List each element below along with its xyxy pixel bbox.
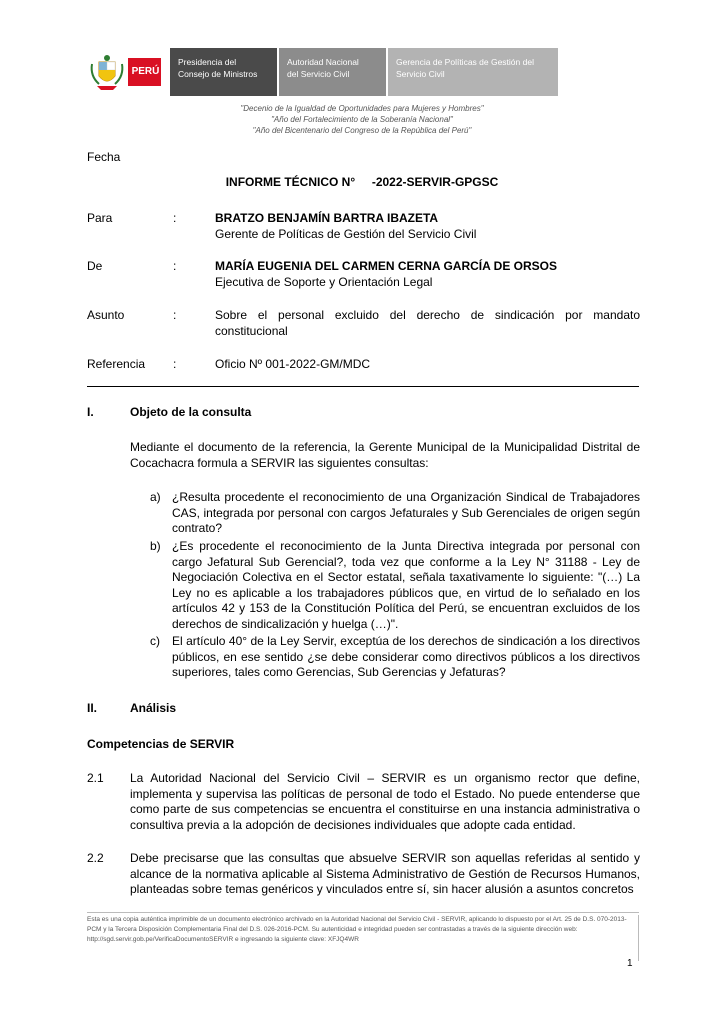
para-2-2-text: Debe precisarse que las consultas que absuelve SERVIR son aquellas referidas al sentido y alcance de la normativa aplicable al Sistema Administrativo de Gestión de Recursos Humanos, planteadas sobre temas genéricos y vinculados entre sí, sin hacer alusión a asuntos concretos [130,851,640,896]
header-gerencia-line1: Gerencia de Políticas de Gestión del [396,57,534,67]
asunto-text: Sobre el personal excluido del derecho de sindicación por mandato constitucional [215,308,640,338]
consulta-b-marker: b) [150,539,161,553]
document-title: INFORME TÉCNICO N° -2022-SERVIR-GPGSC [225,175,499,189]
para-2-2-number: 2.2 [87,851,104,865]
referencia-label: Referencia [87,357,146,371]
consulta-b-text: ¿Es procedente el reconocimiento de la Junta Directiva integrada por personal con cargo Jefatural Sub Gerencial?, toda vez que conforme a la Ley N° 31188 - Ley de Negociación Colectiva en el Sector estatal, señala taxativamente lo siguiente: "(…) La Ley no es aplicable a los trabajadores públicos que, en virtud de lo señalado en los artículos 42 y 153 de la Constitución Política del Perú, se encuentran excluidos de los derechos de sindicalización y huelga (…)". [172,539,640,631]
header-gerencia [388,48,558,96]
header-pcm-line2: Consejo de Ministros [178,69,258,79]
de-name: MARÍA EUGENIA DEL CARMEN CERNA GARCÍA DE ORSOS [215,259,558,273]
consulta-a-marker: a) [150,490,161,504]
section2-number: II. [87,701,98,715]
referencia-colon: : [173,357,177,371]
para-role: Gerente de Políticas de Gestión del Servicio Civil [215,227,477,241]
page-number: 1 [627,958,633,969]
section1-number: I. [87,405,94,419]
consulta-c-text: El artículo 40° de la Ley Servir, exceptúa de los derechos de sindicación a los directivos públicos, en ese sentido ¿se debe considerar como directivos públicos a los directivos superiores, tales como Gerencias, Sub Gerencias y Jefaturas? [172,634,640,679]
header-divider [87,386,639,387]
year-fortalecimiento: "Año del Fortalecimiento de la Soberanía Nacional" [271,115,453,124]
asunto-label: Asunto [87,308,125,322]
asunto-colon: : [173,308,177,322]
section2-title: Análisis [130,701,177,715]
header-servir-line1: Autoridad Nacional [287,57,359,67]
para-2-1-text: La Autoridad Nacional del Servicio Civil – SERVIR es un organismo rector que define, implementa y supervisa las políticas de personal de todo el Estado. No puede entenderse que como parte de sus competencias se encuentra el constituirse en una instancia administrativa o consultiva previa a la adopción de decisiones individuales que adopte cada entidad. [130,771,640,832]
authenticity-footer [87,912,639,962]
header-pcm [170,48,277,96]
de-role: Ejecutiva de Soporte y Orientación Legal [215,275,433,289]
referencia-text: Oficio Nº 001-2022-GM/MDC [215,357,371,371]
para-name: BRATZO BENJAMÍN BARTRA IBAZETA [215,211,439,225]
header-pcm-line1: Presidencia del [178,57,237,67]
header-servir [279,48,386,96]
peru-logo [87,48,167,96]
header-servir-line2: del Servicio Civil [287,69,350,79]
para-colon: : [173,211,177,225]
para-label: Para [87,211,113,225]
para-2-1-number: 2.1 [87,771,104,785]
logo-text: PERÚ [131,66,160,77]
year-bicentenario: "Año del Bicentenario del Congreso de la República del Perú" [252,126,472,135]
de-colon: : [173,259,177,273]
consulta-a-text: ¿Resulta procedente el reconocimiento de una Organización Sindical de Trabajadores CAS, integrada por personal con cargos Jefaturales y Sub Gerenciales de origen según contrato? [172,490,640,535]
section1-intro: Mediante el documento de la referencia, la Gerente Municipal de la Municipalidad Distrital de Cocachacra formula a SERVIR las siguientes consultas: [130,440,640,470]
footer-text: Esta es una copia auténtica imprimible de un documento electrónico archivado en la Autoridad Nacional del Servicio Civil - SERVIR, aplicando lo dispuesto por el Art. 25 de D.S. 070-2013-PCM y la Tercera Disposición Complementaria Final del D.S. 026-2016-PCM. Su autenticidad e integridad pueden ser contrastadas a través de la siguiente dirección web: http://sgd.servir.gob.pe/VerificaDocumentoSERVIR e ingresando la siguiente clave: XFJQ4WR [87,915,639,961]
de-label: De [87,259,103,273]
header-gerencia-line2: Servicio Civil [396,69,445,79]
fecha-label: Fecha [87,150,121,164]
section1-title: Objeto de la consulta [130,405,252,419]
consulta-c-marker: c) [150,634,160,648]
section2-subtitle: Competencias de SERVIR [87,737,235,751]
year-decenio: "Decenio de la Igualdad de Oportunidades para Mujeres y Hombres" [240,104,484,113]
